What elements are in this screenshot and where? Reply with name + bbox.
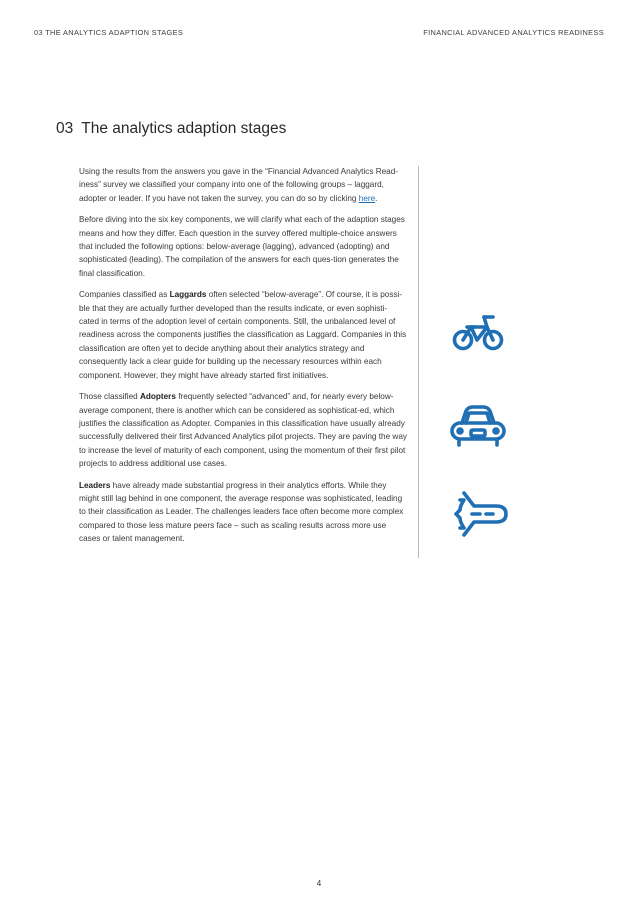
section-number: 03 [56, 120, 74, 137]
running-header-right: FINANCIAL ADVANCED ANALYTICS READINESS [423, 28, 604, 37]
paragraph-stages: Before diving into the six key components, we will clarify what each of the adaption stages means and how they differ. Each question in the survey offered multiple-choice answers that included the following options: below-average (lagging), advanced (adopting) and sophisticated (leading). The compilation of the answers for each ques-tion generates the final classification. [79, 215, 405, 278]
paragraph-intro-end: . [375, 193, 378, 203]
adopters-term: Adopters [139, 392, 176, 402]
paragraph-adopters-post: frequently selected “advanced” and, for nearly every below-average component, there is another which can be considered as sophisticat-ed, which justifies the classification as Adopter. Companies in this classification have usually already successfully delivered their first Advanced Analytics pilot projects. They are paving the way to increase the level of maturity of each component, using the momentum of their first pilot projects to address additional use cases. [79, 392, 407, 469]
laggards-term: Laggards [169, 290, 207, 300]
section-title-text: The analytics adaption stages [81, 120, 287, 137]
leaders-term: Leaders [79, 480, 111, 490]
paragraph-adopters-pre: Those classified [79, 392, 140, 402]
paragraph-leaders [79, 479, 407, 546]
jet-icon [446, 488, 510, 540]
paragraph-intro-text: Using the results from the answers you gave in the “Financial Advanced Analytics Read-iness” survey we classified your company into one of the following groups – laggard, adopter or leader. If you have not taken the survey, you can do so by clicking [79, 167, 399, 203]
bicycle-icon [446, 306, 510, 358]
page-number: 4 [316, 879, 322, 888]
paragraph-laggards-post: often selected “below-average”. Of course, it is possi-ble that they are actually further developed than the results indicate, or even sophisti-cated in terms of the adoption level of certain components. Still, the unbalanced level of readiness across the components justifies the classification as Laggard. Companies in this classification are often yet to decide anything about their analytics strategy and consequently lack a clear guide for building up the necessary resources within each component. However, they might have already started first initiatives. [79, 290, 407, 380]
paragraph-intro [79, 165, 407, 205]
vertical-divider [418, 166, 419, 558]
paragraph-laggards [79, 288, 407, 382]
paragraph-laggards-pre: Companies classified as [79, 290, 170, 300]
paragraph-leaders-post: have already made substantial progress in their analytics efforts. While they might still lag behind in one component, the average response was sophisticated, leading to their classification as Leader. The challenges leaders face often become more complex compared to those less mature peers face – such as scaling results across more use cases or talent management. [79, 480, 404, 544]
paragraph-adopters [79, 390, 407, 470]
survey-link[interactable]: here [358, 193, 376, 203]
body-text [79, 165, 407, 554]
section-title [56, 120, 286, 138]
running-header-left: 03 THE ANALYTICS ADAPTION STAGES [34, 28, 184, 37]
car-icon [446, 398, 510, 450]
